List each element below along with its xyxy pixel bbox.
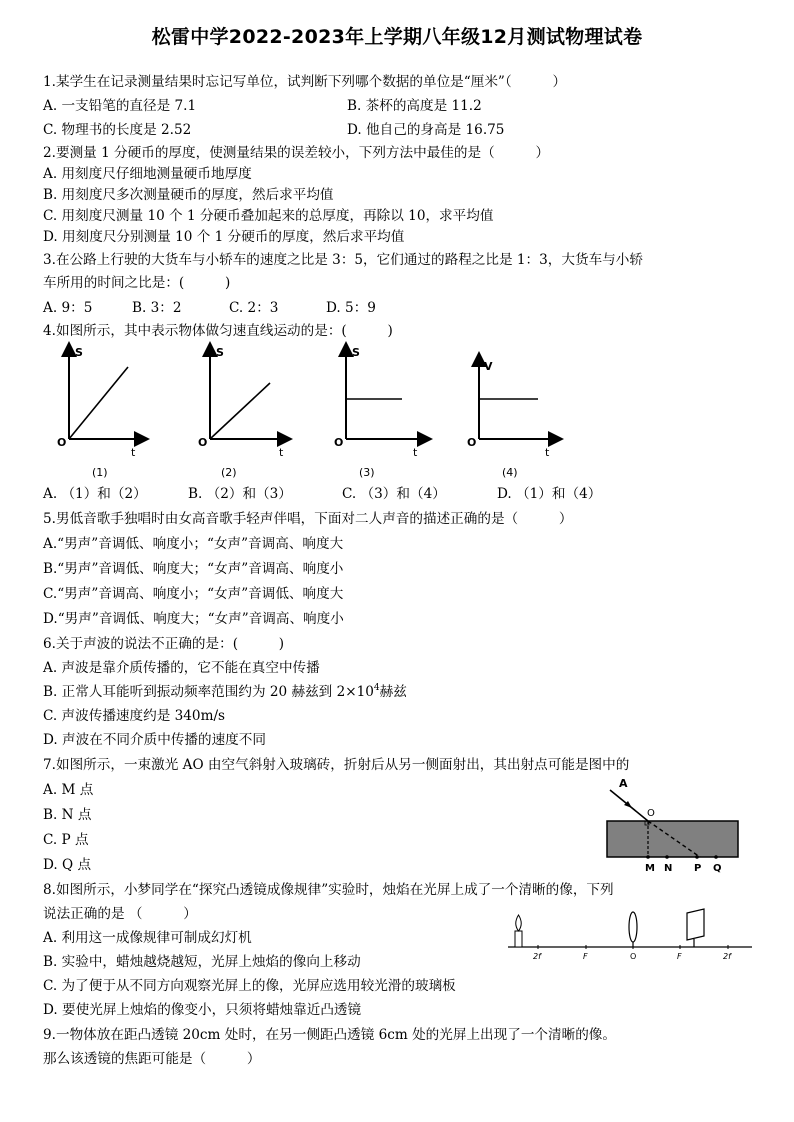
q5-option-a[interactable]: A.“男声”音调低、响度小；“女声”音调高、响度大 bbox=[43, 536, 344, 552]
graph-2-origin: O bbox=[198, 436, 208, 449]
q4-graphs-figure bbox=[0, 343, 794, 478]
q8-option-a[interactable]: A. 利用这一成像规律可制成幻灯机 bbox=[43, 930, 252, 946]
q1-option-b[interactable]: B. 茶杯的高度是 11.2 bbox=[347, 98, 482, 114]
tick-f-left: F bbox=[583, 952, 588, 961]
q7-stem: 7.如图所示，一束激光 AO 由空气斜射入玻璃砖，折射后从另一侧面射出，其出射点可能是图中的 bbox=[43, 757, 630, 773]
q8-option-b[interactable]: B. 实验中，蜡烛越烧越短，光屏上烛焰的像向上移动 bbox=[43, 954, 361, 970]
q7-option-b[interactable]: B. N 点 bbox=[43, 807, 92, 823]
label-P: P bbox=[694, 863, 702, 874]
graph-2-line bbox=[210, 383, 270, 439]
tick-o: O bbox=[630, 952, 637, 961]
graph-2-y-label: S bbox=[216, 346, 224, 359]
q6-option-c[interactable]: C. 声波传播速度约是 340m/s bbox=[43, 708, 226, 724]
graph-3-caption: (3) bbox=[359, 466, 375, 479]
graph-4-x-label: t bbox=[545, 446, 550, 459]
q7-option-a[interactable]: A. M 点 bbox=[43, 782, 94, 798]
q1-stem: 1.某学生在记录测量结果时忘记写单位，试判断下列哪个数据的单位是“厘米”（ ） bbox=[43, 74, 567, 90]
graph-2 bbox=[198, 346, 285, 479]
light-screen bbox=[687, 909, 704, 940]
tick-2f-right: 2f bbox=[723, 952, 731, 961]
q6-option-b[interactable]: B. 正常人耳能听到振动频率范围约为 20 赫兹到 $2\times 10^4$赫兹 bbox=[43, 683, 407, 700]
q4-option-d[interactable]: D. （1）和（4） bbox=[497, 486, 602, 502]
q3-stem-line1: 3.在公路上行驶的大货车与小轿车的速度之比是 3：5，它们通过的路程之比是 1：3，大货车与小轿 bbox=[43, 252, 643, 268]
q9-stem-line1: 9.一物体放在距凸透镜 20cm 处时，在另一侧距凸透镜 6cm 处的光屏上出现了一个清晰的像。 bbox=[43, 1027, 616, 1043]
tick-f-right: F bbox=[677, 952, 682, 961]
q7-option-c[interactable]: C. P 点 bbox=[43, 832, 89, 848]
graph-3-origin: O bbox=[334, 436, 344, 449]
q8-option-d[interactable]: D. 要使光屏上烛焰的像变小，只须将蜡烛靠近凸透镜 bbox=[43, 1002, 362, 1018]
q6-option-a[interactable]: A. 声波是靠介质传播的，它不能在真空中传播 bbox=[43, 660, 320, 676]
q8-stem-line2: 说法正确的是 （ ） bbox=[43, 906, 197, 922]
q3-option-b[interactable]: B. 3：2 bbox=[132, 300, 182, 316]
q7-refraction-figure bbox=[600, 775, 750, 875]
label-O: O bbox=[647, 808, 655, 819]
q5-option-c[interactable]: C.“男声”音调高、响度小；“女声”音调低、响度大 bbox=[43, 586, 344, 602]
graph-4-y-label: V bbox=[484, 360, 493, 373]
q9-stem-line2: 那么该透镜的焦距可能是（ ） bbox=[43, 1051, 261, 1067]
page-title: 松雷中学2022-2023年上学期八年级12月测试物理试卷 bbox=[151, 26, 643, 48]
q4-stem: 4.如图所示，其中表示物体做匀速直线运动的是：( ) bbox=[43, 323, 393, 339]
q2-option-d[interactable]: D. 用刻度尺分别测量 10 个 1 分硬币的厚度，然后求平均值 bbox=[43, 229, 405, 245]
candle-flame bbox=[516, 915, 521, 931]
graph-3-y-label: S bbox=[352, 346, 360, 359]
q7-option-d[interactable]: D. Q 点 bbox=[43, 857, 92, 873]
q5-option-b[interactable]: B.“男声”音调低、响度大；“女声”音调高、响度小 bbox=[43, 561, 344, 577]
graph-1-x-label: t bbox=[131, 446, 136, 459]
q3-option-d[interactable]: D. 5：9 bbox=[326, 300, 376, 316]
q8-option-c[interactable]: C. 为了便于从不同方向观察光屏上的像，光屏应选用较光滑的玻璃板 bbox=[43, 978, 456, 994]
graph-3-x-label: t bbox=[413, 446, 418, 459]
q3-stem-line2: 车所用的时间之比是：( ) bbox=[43, 275, 231, 291]
q6-option-d[interactable]: D. 声波在不同介质中传播的速度不同 bbox=[43, 732, 266, 748]
graph-2-caption: (2) bbox=[221, 466, 237, 479]
q2-stem: 2.要测量 1 分硬币的厚度，使测量结果的误差较小，下列方法中最佳的是（ ） bbox=[43, 145, 550, 161]
q2-option-c[interactable]: C. 用刻度尺测量 10 个 1 分硬币叠加起来的总厚度，再除以 10，求平均值 bbox=[43, 208, 494, 224]
q2-option-a[interactable]: A. 用刻度尺仔细地测量硬币地厚度 bbox=[43, 166, 252, 182]
q8-lens-figure bbox=[500, 905, 760, 965]
graph-3 bbox=[334, 346, 425, 479]
graph-4-caption: (4) bbox=[502, 466, 518, 479]
glass-brick bbox=[607, 821, 738, 857]
q1-option-c[interactable]: C. 物理书的长度是 2.52 bbox=[43, 122, 192, 138]
graph-2-x-label: t bbox=[279, 446, 284, 459]
q4-option-b[interactable]: B. （2）和（3） bbox=[188, 486, 292, 502]
q8-stem-line1: 8.如图所示，小梦同学在“探究凸透镜成像规律”实验时，烛焰在光屏上成了一个清晰的像，下列 bbox=[43, 882, 614, 898]
q2-option-b[interactable]: B. 用刻度尺多次测量硬币的厚度，然后求平均值 bbox=[43, 187, 334, 203]
label-N: N bbox=[664, 863, 673, 874]
q1-option-a[interactable]: A. 一支铅笔的直径是 7.1 bbox=[43, 98, 197, 114]
graph-1-origin: O bbox=[57, 436, 67, 449]
graph-4-origin: O bbox=[467, 436, 477, 449]
q3-option-c[interactable]: C. 2：3 bbox=[229, 300, 279, 316]
label-Q: Q bbox=[713, 863, 722, 874]
graph-1 bbox=[57, 346, 142, 479]
graph-1-line bbox=[69, 367, 128, 439]
graph-4 bbox=[467, 359, 556, 479]
q5-option-d[interactable]: D.“男声”音调低、响度大；“女声”音调高、响度小 bbox=[43, 611, 344, 627]
q1-option-d[interactable]: D. 他自己的身高是 16.75 bbox=[347, 122, 505, 138]
candle bbox=[515, 931, 522, 947]
q4-option-a[interactable]: A. （1）和（2） bbox=[43, 486, 147, 502]
q4-option-c[interactable]: C. （3）和（4） bbox=[342, 486, 446, 502]
graph-1-caption: (1) bbox=[92, 466, 108, 479]
q6-stem: 6.关于声波的说法不正确的是：( ) bbox=[43, 636, 285, 652]
convex-lens bbox=[629, 912, 637, 942]
tick-2f-left: 2f bbox=[533, 952, 541, 961]
label-M: M bbox=[645, 863, 655, 874]
q3-option-a[interactable]: A. 9：5 bbox=[43, 300, 93, 316]
q5-stem: 5.男低音歌手独唱时由女高音歌手轻声伴唱，下面对二人声音的描述正确的是（ ） bbox=[43, 511, 573, 527]
graph-1-y-label: S bbox=[75, 346, 83, 359]
label-A: A bbox=[619, 777, 628, 790]
